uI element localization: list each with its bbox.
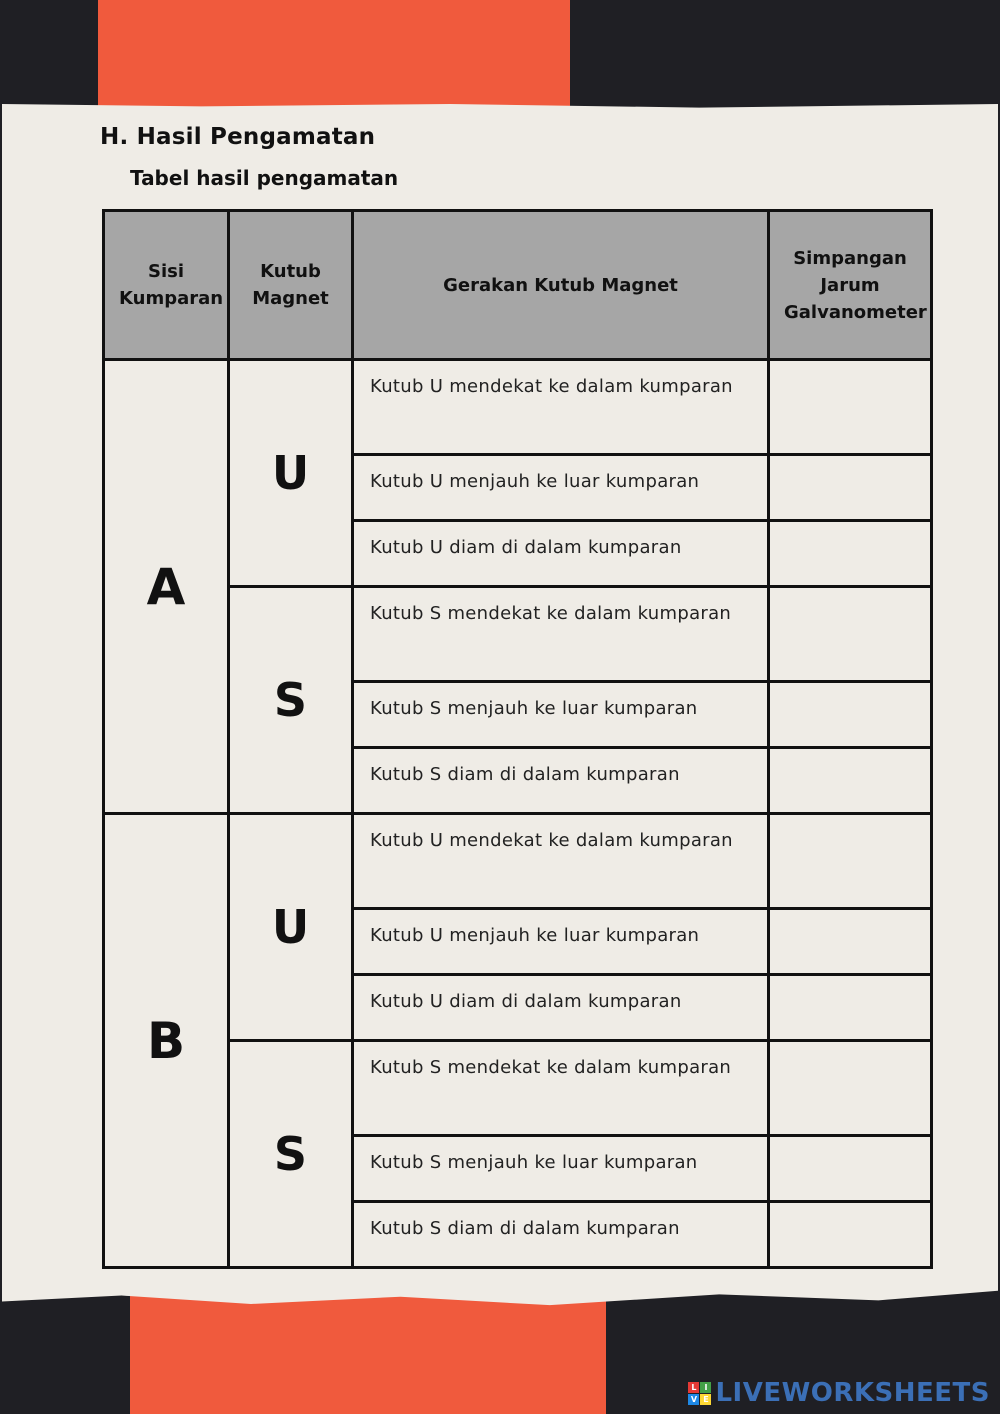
movement-cell: Kutub S diam di dalam kumparan	[353, 1202, 769, 1268]
header-movement: Gerakan Kutub Magnet	[353, 211, 769, 360]
table-row	[104, 814, 932, 909]
logo-letter: L	[688, 1382, 699, 1393]
side-label-b: B	[104, 814, 229, 1268]
table-row	[104, 1041, 932, 1136]
orange-stripe-bottom	[130, 1290, 606, 1414]
answer-cell[interactable]	[769, 521, 932, 587]
header-row	[104, 211, 932, 360]
answer-cell[interactable]	[769, 360, 932, 455]
movement-cell: Kutub S mendekat ke dalam kumparan	[353, 1041, 769, 1136]
orange-stripe-top	[98, 0, 570, 120]
pole-label: S	[229, 1041, 353, 1268]
liveworksheets-logo	[688, 1378, 990, 1408]
movement-cell: Kutub U mendekat ke dalam kumparan	[353, 814, 769, 909]
observation-table	[102, 209, 933, 1269]
table-caption: Tabel hasil pengamatan	[130, 166, 399, 190]
table-row	[104, 360, 932, 455]
answer-cell[interactable]	[769, 587, 932, 682]
header-side: Sisi Kumparan	[104, 211, 229, 360]
movement-cell: Kutub S menjauh ke luar kumparan	[353, 682, 769, 748]
answer-cell[interactable]	[769, 1041, 932, 1136]
header-deflection: Simpangan Jarum Galvanometer	[769, 211, 932, 360]
pole-label: U	[229, 814, 353, 1041]
logo-letter: V	[688, 1394, 699, 1405]
section-title: H. Hasil Pengamatan	[100, 124, 376, 150]
table-row	[104, 587, 932, 682]
answer-cell[interactable]	[769, 455, 932, 521]
logo-text: LIVEWORKSHEETS	[715, 1378, 990, 1408]
movement-cell: Kutub S menjauh ke luar kumparan	[353, 1136, 769, 1202]
movement-cell: Kutub U diam di dalam kumparan	[353, 521, 769, 587]
movement-cell: Kutub U menjauh ke luar kumparan	[353, 455, 769, 521]
answer-cell[interactable]	[769, 682, 932, 748]
header-pole: Kutub Magnet	[229, 211, 353, 360]
movement-cell: Kutub U mendekat ke dalam kumparan	[353, 360, 769, 455]
movement-cell: Kutub S mendekat ke dalam kumparan	[353, 587, 769, 682]
answer-cell[interactable]	[769, 814, 932, 909]
answer-cell[interactable]	[769, 975, 932, 1041]
movement-cell: Kutub U menjauh ke luar kumparan	[353, 909, 769, 975]
pole-label: U	[229, 360, 353, 587]
side-label-a: A	[104, 360, 229, 814]
answer-cell[interactable]	[769, 1136, 932, 1202]
movement-cell: Kutub U diam di dalam kumparan	[353, 975, 769, 1041]
pole-label: S	[229, 587, 353, 814]
movement-cell: Kutub S diam di dalam kumparan	[353, 748, 769, 814]
logo-letter: E	[700, 1394, 711, 1405]
logo-letter: I	[700, 1382, 711, 1393]
answer-cell[interactable]	[769, 1202, 932, 1268]
answer-cell[interactable]	[769, 909, 932, 975]
logo-icon	[688, 1382, 711, 1405]
answer-cell[interactable]	[769, 748, 932, 814]
